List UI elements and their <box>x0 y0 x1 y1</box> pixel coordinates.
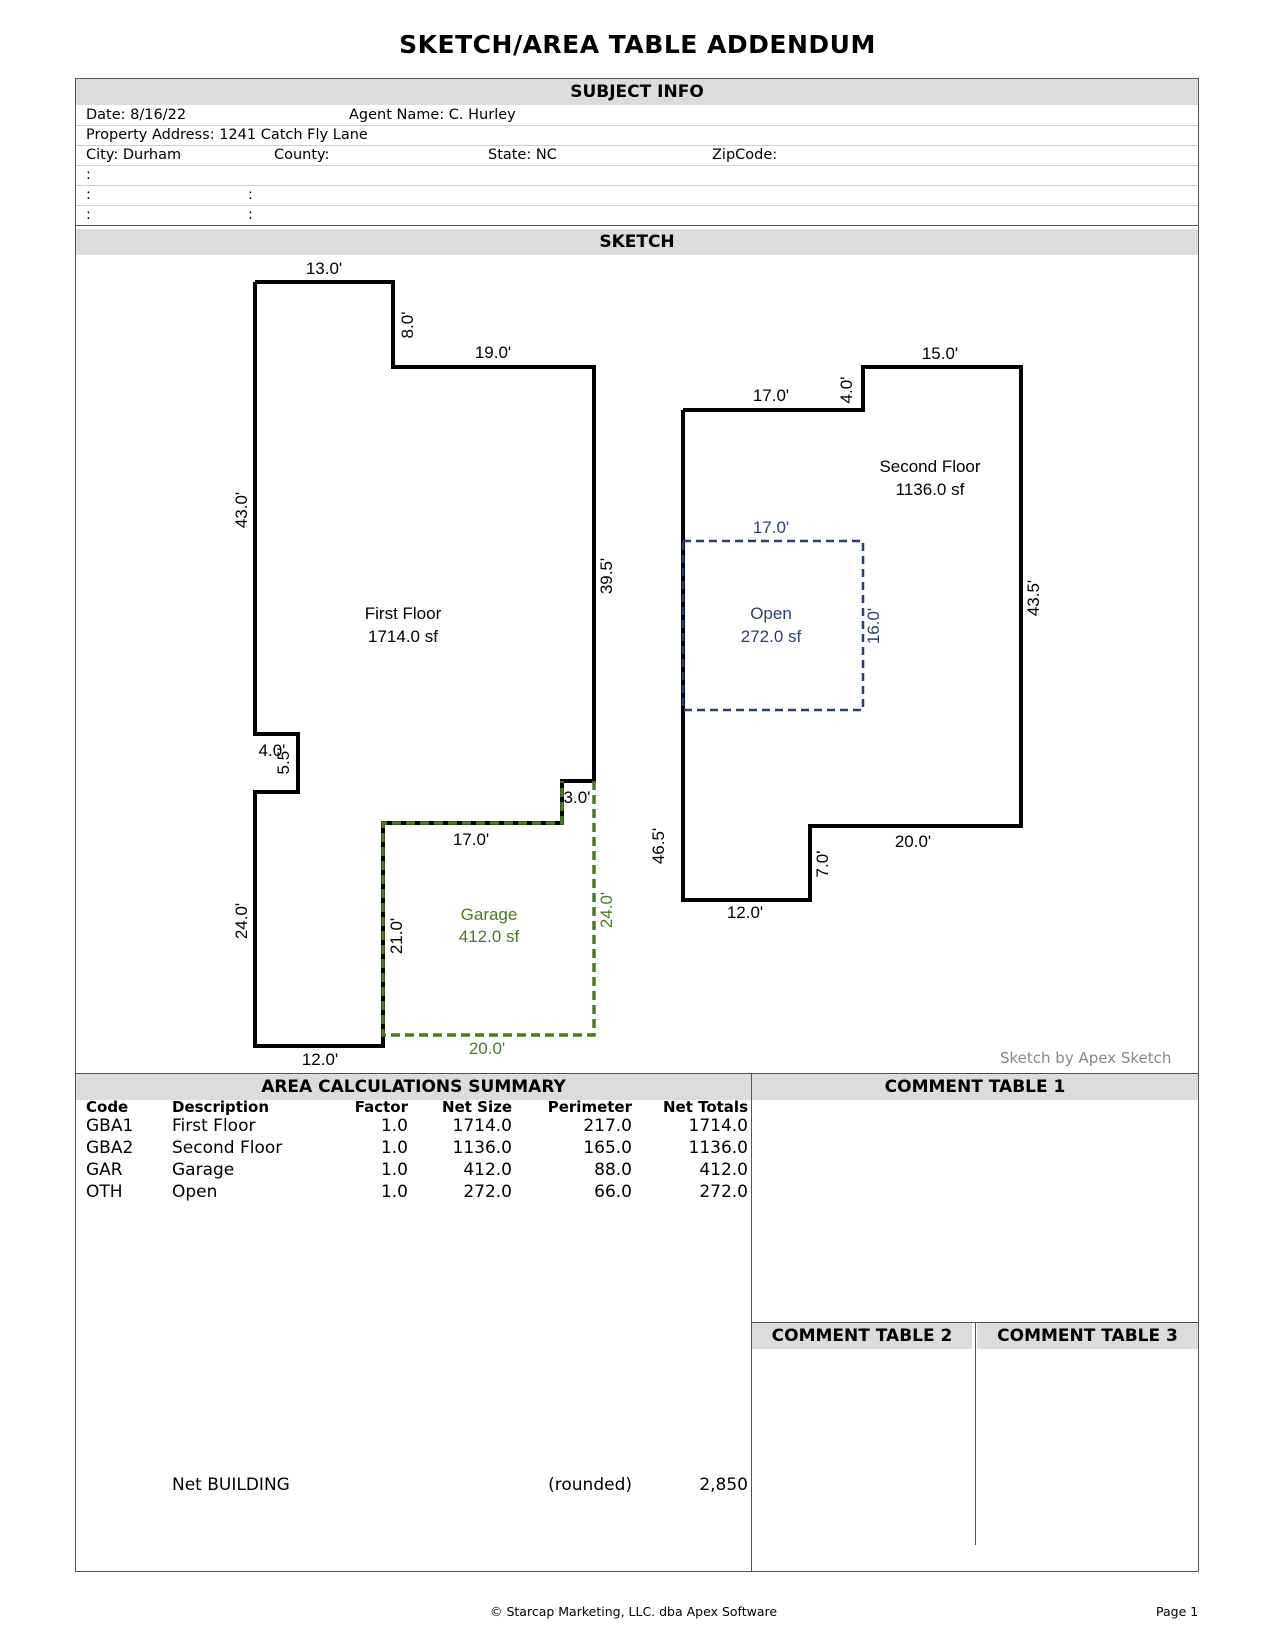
dim-label: 43.5' <box>1024 579 1043 617</box>
dim-label: 21.0' <box>387 917 406 955</box>
dim-label: 4.0' <box>258 741 286 760</box>
sketch-header: SKETCH <box>76 229 1198 255</box>
cell-description: Second Floor <box>172 1138 283 1158</box>
dim-label: 17.0' <box>752 518 790 537</box>
cell-code: GBA2 <box>86 1138 134 1158</box>
garage-label: Garage <box>460 905 518 924</box>
open-label: Open <box>750 604 792 623</box>
dim-label: 20.0' <box>468 1039 506 1058</box>
first-floor-label: First Floor <box>364 604 442 623</box>
cell-factor: 1.0 <box>380 1138 408 1158</box>
zipcode-field: ZipCode: <box>712 147 778 163</box>
cell-perimeter: 88.0 <box>594 1160 632 1180</box>
net-building-label: Net BUILDING <box>172 1475 290 1495</box>
dim-label: 17.0' <box>752 386 790 405</box>
cell-net-totals: 1136.0 <box>688 1138 748 1158</box>
cell-perimeter: 66.0 <box>594 1182 632 1202</box>
column-header: Factor <box>354 1098 408 1116</box>
extra-field-value: : <box>248 187 253 203</box>
dim-label: 12.0' <box>726 903 764 922</box>
agent-name-field: Agent Name: C. Hurley <box>349 107 516 123</box>
column-header: Net Totals <box>662 1098 748 1116</box>
extra-field-label: : <box>86 167 91 183</box>
dim-label: 17.0' <box>452 830 490 849</box>
open-area-outline <box>683 541 863 710</box>
property-address-field: Property Address: 1241 Catch Fly Lane <box>86 127 368 143</box>
cell-net-size: 272.0 <box>463 1182 512 1202</box>
extra-field-value: : <box>248 207 253 223</box>
copyright-footer: © Starcap Marketing, LLC. dba Apex Software <box>490 1604 778 1619</box>
cell-factor: 1.0 <box>380 1116 408 1136</box>
dim-label: 12.0' <box>301 1050 339 1069</box>
divider <box>975 1323 976 1545</box>
dim-label: 43.0' <box>232 491 251 529</box>
extra-field-label: : <box>86 187 91 203</box>
column-header: Description <box>172 1098 270 1116</box>
dim-label: 5.5' <box>274 747 293 775</box>
dim-label: 20.0' <box>894 832 932 851</box>
cell-description: Open <box>172 1182 218 1202</box>
cell-factor: 1.0 <box>380 1182 408 1202</box>
cell-net-totals: 1714.0 <box>688 1116 748 1136</box>
extra-field-label: : <box>86 207 91 223</box>
dim-label: 4.0' <box>837 376 856 404</box>
area-calculations-header: AREA CALCULATIONS SUMMARY <box>76 1074 751 1100</box>
sketch-credit: Sketch by Apex Sketch <box>1000 1049 1172 1067</box>
cell-code: OTH <box>86 1182 123 1202</box>
state-field: State: NC <box>488 147 557 163</box>
county-field: County: <box>274 147 330 163</box>
cell-net-size: 1136.0 <box>452 1138 512 1158</box>
cell-perimeter: 217.0 <box>583 1116 632 1136</box>
city-field: City: Durham <box>86 147 182 163</box>
column-header: Net Size <box>442 1098 512 1116</box>
column-header: Code <box>86 1098 129 1116</box>
cell-net-size: 412.0 <box>463 1160 512 1180</box>
dim-label: 16.0' <box>864 607 883 645</box>
dim-label: 15.0' <box>921 344 959 363</box>
column-header: Perimeter <box>547 1098 632 1116</box>
cell-description: Garage <box>172 1160 235 1180</box>
first-floor-outline <box>255 282 594 1046</box>
dim-label: 39.5' <box>597 557 616 595</box>
dim-label: 19.0' <box>474 343 512 362</box>
garage-area-label: 412.0 sf <box>458 927 520 946</box>
comment-table-1-header: COMMENT TABLE 1 <box>752 1074 1198 1100</box>
first-floor-area-label: 1714.0 sf <box>368 627 438 646</box>
dim-label: 3.0' <box>563 788 591 807</box>
cell-factor: 1.0 <box>380 1160 408 1180</box>
second-floor-area-label: 1136.0 sf <box>895 480 965 499</box>
cell-description: First Floor <box>172 1116 256 1136</box>
second-floor-label: Second Floor <box>879 457 981 476</box>
dim-label: 8.0' <box>398 311 417 339</box>
page-number: Page 1 <box>1156 1604 1199 1619</box>
cell-perimeter: 165.0 <box>583 1138 632 1158</box>
cell-net-totals: 272.0 <box>699 1182 748 1202</box>
rounded-label: (rounded) <box>548 1475 632 1495</box>
comment-table-3-header: COMMENT TABLE 3 <box>977 1323 1198 1349</box>
cell-net-totals: 412.0 <box>699 1160 748 1180</box>
dim-label: 13.0' <box>305 259 343 278</box>
dim-label: 24.0' <box>232 902 251 940</box>
net-building-total: 2,850 <box>699 1475 748 1495</box>
page-title: SKETCH/AREA TABLE ADDENDUM <box>399 30 876 59</box>
cell-code: GBA1 <box>86 1116 134 1136</box>
second-floor-outline <box>683 367 1021 900</box>
dim-label: 24.0' <box>597 891 616 929</box>
cell-net-size: 1714.0 <box>452 1116 512 1136</box>
comment-table-2-header: COMMENT TABLE 2 <box>752 1323 972 1349</box>
date-field: Date: 8/16/22 <box>86 107 187 123</box>
subject-info-header: SUBJECT INFO <box>76 79 1198 105</box>
open-area-label: 272.0 sf <box>740 627 802 646</box>
dim-label: 7.0' <box>813 850 832 878</box>
cell-code: GAR <box>86 1160 123 1180</box>
dim-label: 46.5' <box>649 827 668 865</box>
